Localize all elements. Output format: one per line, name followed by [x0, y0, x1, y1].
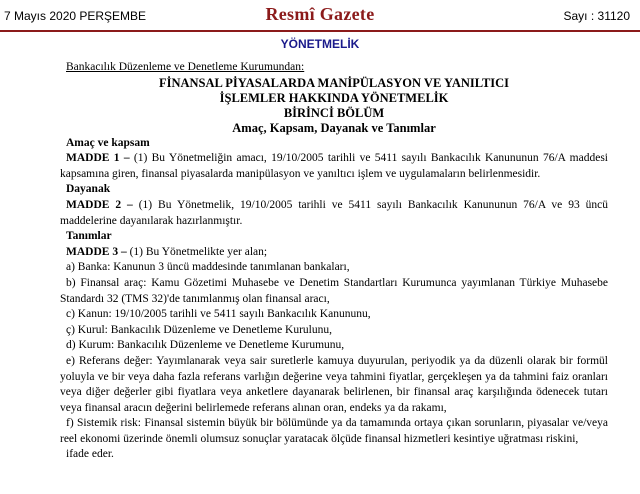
- article-label: MADDE 3 –: [66, 245, 127, 258]
- definition-item: c) Kanun: 19/10/2005 tarihli ve 5411 sayılı Bankacılık Kanununu,: [66, 308, 371, 321]
- part-subtitle: Amaç, Kapsam, Dayanak ve Tanımlar: [232, 120, 436, 135]
- article-1: [60, 151, 608, 182]
- definition-item: e) Referans değer: Yayımlanarak veya sair suretlerle kamuya duyurulan, periyodik ya da düzenli olarak bir formül yoluyla ve bir veya daha fazla referans varlığın değerine veya tahmini fiyatlar, gerçekleşen ya da tahmini faiz oranları veya diğer değerler gibi fiyatlara veya anketlere dayanarak belirlenen, bir finansal araç karşılığında ödenecek tutarı veya finansal aracın değerini belirlemede referans alınan oran, endeks ya da rakamı,: [60, 354, 608, 414]
- definition-item: f) Sistemik risk: Finansal sistemin büyük bir bölümünde ya da tamamında ortaya çıkan sorunların, piyasalar ve/veya reel ekonomi üzerinde önemli olumsuz sonuçlar yaratacak ölçüde finansal hizmetleri kesintiye uğratması riskini,: [60, 417, 608, 445]
- issuer-line: Bankacılık Düzenleme ve Denetleme Kurumundan:: [66, 61, 305, 73]
- article-text: (1) Bu Yönetmeliğin amacı, 19/10/2005 tarihli ve 5411 sayılı Bankacılık Kanununun 76/A maddesi kapsamına giren, finansal piyasalarda manipülasyon ve yanıltıcı işlem ve uygulamaların belirlenmesidir.: [60, 152, 608, 180]
- publication-date: 7 Mayıs 2020 PERŞEMBE: [4, 9, 147, 23]
- definition-item: b) Finansal araç: Kamu Gözetimi Muhasebe ve Denetim Standartları Kurumunca yayımlanan Türkiye Muhasebe Standardı 32 (TMS 32)'de tanımlanmış olan finansal aracı,: [60, 276, 608, 305]
- regulation-title-line-2: İŞLEMLER HAKKINDA YÖNETMELİK: [219, 90, 449, 105]
- section-heading: Dayanak: [66, 183, 111, 196]
- regulation-title-line-1: FİNANSAL PİYASALARDA MANİPÜLASYON VE YANILTICI: [158, 75, 510, 90]
- gazette-header: [0, 0, 640, 32]
- article-2: [60, 198, 608, 229]
- gazette-title: Resmî Gazete: [265, 4, 375, 24]
- part-title: BİRİNCİ BÖLÜM: [283, 105, 385, 120]
- header-divider: [0, 30, 640, 32]
- article-label: MADDE 1 –: [66, 152, 130, 165]
- regulation-body: [60, 60, 608, 463]
- article-label: MADDE 2 –: [66, 198, 133, 211]
- section-heading: Tanımlar: [66, 230, 112, 243]
- definition-closing: ifade eder.: [66, 448, 114, 461]
- section-heading: Amaç ve kapsam: [66, 136, 150, 149]
- issue-number: Sayı : 31120: [563, 9, 630, 23]
- document-type: YÖNETMELİK: [280, 37, 360, 51]
- article-3: [60, 245, 608, 261]
- article-text: (1) Bu Yönetmelikte yer alan;: [126, 245, 268, 258]
- definition-item: ç) Kurul: Bankacılık Düzenleme ve Denetleme Kurulunu,: [66, 323, 333, 336]
- article-text: (1) Bu Yönetmelik, 19/10/2005 tarihli ve 5411 sayılı Bankacılık Kanununun 76/A ve 93 üncü maddelerine dayanılarak hazırlanmıştır.: [60, 198, 608, 227]
- definition-item: a) Banka: Kanunun 3 üncü maddesinde tanımlanan bankaları,: [66, 261, 350, 274]
- definition-item: d) Kurum: Bankacılık Düzenleme ve Denetleme Kurumunu,: [66, 339, 345, 352]
